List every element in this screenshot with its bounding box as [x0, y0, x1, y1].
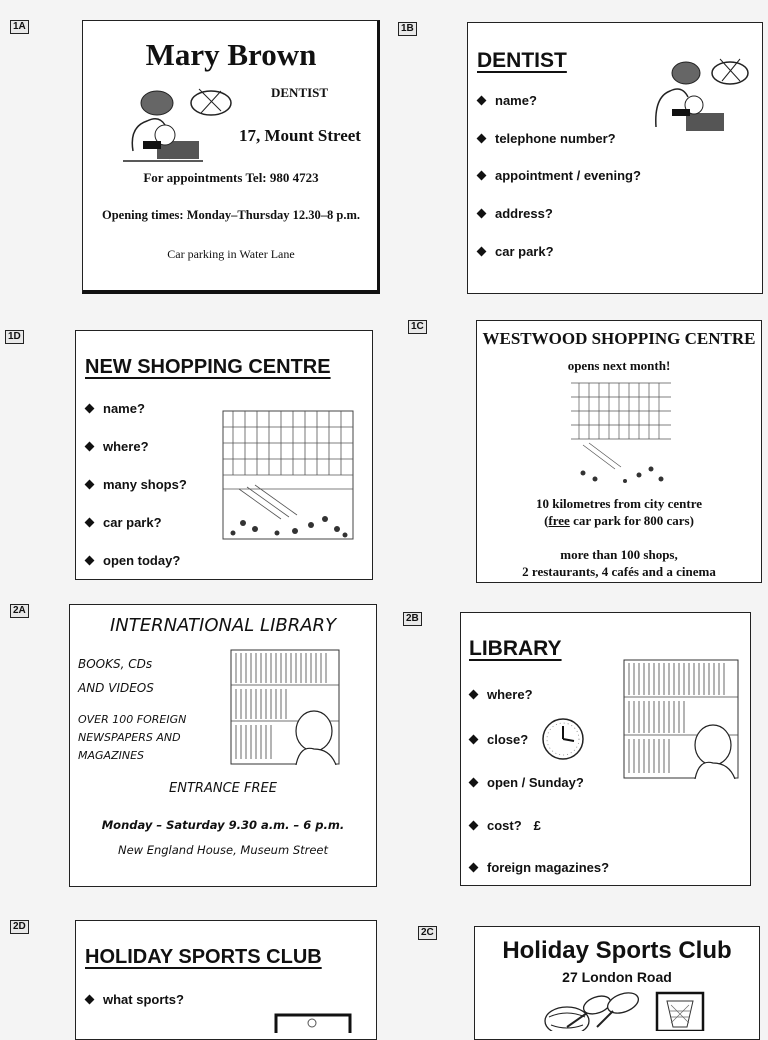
- restaurants-text: 2 restaurants, 4 cafés and a cinema: [522, 564, 716, 579]
- prompt-item: appointment / evening?: [478, 168, 641, 183]
- hours-text: Monday – Saturday 9.30 a.m. – 6 p.m.: [101, 818, 345, 832]
- card-title: NEW SHOPPING CENTRE: [85, 356, 331, 378]
- distance-text: 10 kilometres from city centre: [535, 496, 703, 511]
- card-title: LIBRARY: [469, 637, 562, 660]
- bullet-diamond-icon: [85, 556, 95, 566]
- dentist-name: Mary Brown: [145, 37, 317, 72]
- prompt-item: cost? £: [470, 818, 541, 833]
- club-address: 27 London Road: [562, 969, 672, 985]
- card-title: DENTIST: [477, 49, 567, 72]
- bullet-diamond-icon: [85, 442, 95, 452]
- card-2a-library-ad: [69, 604, 377, 887]
- prompt-item: address?: [478, 206, 553, 221]
- bullet-diamond-icon: [469, 735, 479, 745]
- card-tag-1b: 1B: [398, 22, 417, 36]
- bullet-diamond-icon: [85, 518, 95, 528]
- dentist-role: DENTIST: [271, 85, 329, 100]
- clock-icon: [541, 717, 585, 761]
- card-title: HOLIDAY SPORTS CLUB: [85, 946, 322, 968]
- books-text-line1: BOOKS, CDs: [78, 657, 153, 671]
- sports-illustration: [274, 1013, 352, 1033]
- bullet-diamond-icon: [85, 480, 95, 490]
- papers-text-line1: OVER 100 FOREIGN: [78, 713, 187, 726]
- opening-times-text: Opening times: Monday–Thursday 12.30–8 p.m.: [101, 208, 361, 222]
- card-1b-dentist-prompts: [467, 22, 763, 294]
- bullet-diamond-icon: [469, 778, 479, 788]
- card-title: Holiday Sports Club: [502, 937, 732, 964]
- bullet-diamond-icon: [85, 404, 95, 414]
- entrance-text: ENTRANCE FREE: [169, 781, 277, 796]
- card-tag-1d: 1D: [5, 330, 24, 344]
- bullet-diamond-icon: [469, 863, 479, 873]
- dentist-address: 17, Mount Street: [239, 126, 361, 145]
- prompt-item: where?: [86, 439, 149, 454]
- address-text: New England House, Museum Street: [117, 843, 329, 857]
- car-park-text: (free car park for 800 cars): [544, 513, 694, 528]
- prompt-item: open today?: [86, 553, 180, 568]
- books-text-line2: AND VIDEOS: [78, 681, 154, 695]
- bullet-diamond-icon: [477, 247, 487, 257]
- bullet-diamond-icon: [469, 821, 479, 831]
- card-subtitle: opens next month!: [567, 358, 671, 373]
- prompt-item: foreign magazines?: [470, 860, 609, 875]
- prompt-item: what sports?: [86, 992, 184, 1007]
- dentist-illustration: [113, 79, 253, 169]
- bullet-diamond-icon: [477, 171, 487, 181]
- card-title: WESTWOOD SHOPPING CENTRE: [482, 329, 756, 348]
- prompt-item: name?: [86, 401, 145, 416]
- card-1a-dentist-ad: [82, 20, 380, 294]
- card-tag-1c: 1C: [408, 320, 427, 334]
- papers-text-line3: MAGAZINES: [78, 749, 145, 762]
- card-2c-sports-ad: [474, 926, 760, 1040]
- card-2b-library-prompts: [460, 612, 751, 886]
- prompt-item: name?: [478, 93, 537, 108]
- card-1d-shopping-prompts: [75, 330, 373, 580]
- bullet-diamond-icon: [477, 209, 487, 219]
- bullet-diamond-icon: [469, 690, 479, 700]
- bullet-diamond-icon: [85, 995, 95, 1005]
- appointments-text: For appointments Tel: 980 4723: [143, 170, 319, 185]
- card-tag-1a: 1A: [10, 20, 29, 34]
- prompt-item: telephone number?: [478, 131, 616, 146]
- card-tag-2d: 2D: [10, 920, 29, 934]
- pound-sign: £: [533, 818, 541, 833]
- card-1c-shopping-ad: [476, 320, 762, 583]
- prompt-item: where?: [470, 687, 533, 702]
- card-tag-2c: 2C: [418, 926, 437, 940]
- prompt-item: car park?: [86, 515, 162, 530]
- shopping-centre-illustration: [221, 409, 355, 541]
- dentist-illustration: [646, 47, 758, 137]
- prompt-item: many shops?: [86, 477, 187, 492]
- prompt-item: close?: [470, 732, 528, 747]
- parking-text: Car parking in Water Lane: [167, 247, 295, 261]
- card-tag-2b: 2B: [403, 612, 422, 626]
- bullet-diamond-icon: [477, 96, 487, 106]
- library-bookshelf-illustration: [623, 659, 739, 779]
- papers-text-line2: NEWSPAPERS AND: [78, 731, 181, 744]
- library-bookshelf-illustration: [230, 649, 340, 765]
- card-title: INTERNATIONAL LIBRARY: [109, 615, 337, 636]
- card-2d-sports-prompts: [75, 920, 377, 1040]
- card-tag-2a: 2A: [10, 604, 29, 618]
- shops-text: more than 100 shops,: [560, 547, 678, 562]
- shopping-centre-illustration: [569, 381, 673, 485]
- prompt-item: car park?: [478, 244, 554, 259]
- bullet-diamond-icon: [477, 134, 487, 144]
- sports-equipment-illustration: [537, 991, 717, 1031]
- prompt-item: open / Sunday?: [470, 775, 584, 790]
